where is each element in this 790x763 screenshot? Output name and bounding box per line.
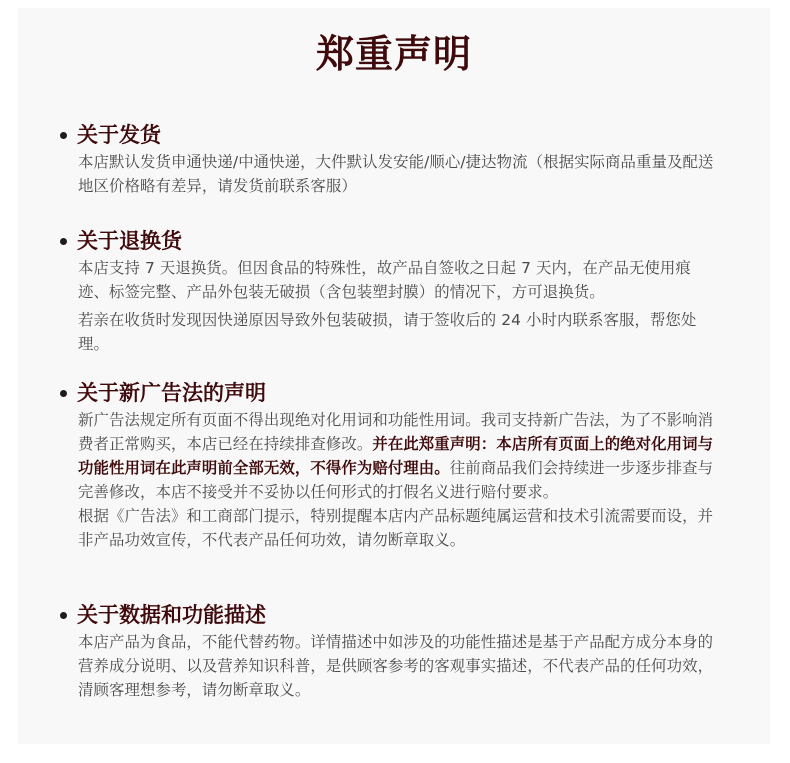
section-heading-text: 关于新广告法的声明 (77, 381, 266, 405)
section-heading (60, 120, 720, 150)
section-heading (60, 226, 720, 256)
bold-declaration: 并在此郑重声明：本店所有页面上的绝对化用词与功能性用词在此声明前全部无效，不得作为赔付理由。 (78, 435, 714, 477)
section-heading-text: 关于发货 (77, 123, 161, 147)
page-title: 郑重声明 (315, 32, 472, 76)
section-returns (60, 226, 720, 356)
paragraph-text: 新广告法规定所有页面不得出现绝对化用词和功能性用词。我司支持新广告法，为了不影响消费者正常购买，本店已经在持续排查修改。 (78, 411, 714, 453)
bullet-dot-icon (60, 238, 67, 245)
bullet-dot-icon (60, 390, 67, 397)
section-paragraph: 本店产品为食品，不能代替药物。详情描述中如涉及的功能性描述是基于产品配方成分本身的营养成分说明、以及营养知识科普，是供顾客参考的客观事实描述，不代表产品的任何功效，清顾客理想参考，请勿断章取义。 (78, 633, 714, 699)
section-paragraph: 根据《广告法》和工商部门提示，特别提醒本店内产品标题纯属运营和技术引流需要而设，并非产品功效宣传，不代表产品任何功效，请勿断章取义。 (78, 507, 714, 549)
section-ad-law (60, 378, 720, 552)
section-paragraph (78, 408, 720, 504)
section-paragraph: 若亲在收货时发现因快递原因导致外包装破损，请于签收后的 24 小时内联系客服，帮您处理。 (78, 311, 697, 353)
section-heading (60, 378, 720, 408)
section-data-description (60, 600, 720, 702)
section-paragraph: 本店支持 7 天退换货。但因食品的特殊性，故产品自签收之日起 7 天内，在产品无使用痕迹、标签完整、产品外包装无破损（含包装塑封膜）的情况下，方可退换货。 (78, 259, 691, 301)
section-shipping (60, 120, 720, 198)
bullet-dot-icon (60, 612, 67, 619)
section-paragraph: 本店默认发货申通快递/中通快递，大件默认发安能/顺心/捷达物流（根据实际商品重量及配送地区价格略有差异，请发货前联系客服） (78, 153, 714, 195)
section-heading-text: 关于数据和功能描述 (77, 603, 266, 627)
section-heading-text: 关于退换货 (77, 229, 182, 253)
section-heading (60, 600, 720, 630)
notice-panel (18, 8, 770, 744)
paragraph-text: 往前商品我们会持续进一步逐步排查与完善修改，本店不接受并不妥协以任何形式的打假名义进行赔付要求。 (78, 459, 714, 501)
bullet-dot-icon (60, 132, 67, 139)
